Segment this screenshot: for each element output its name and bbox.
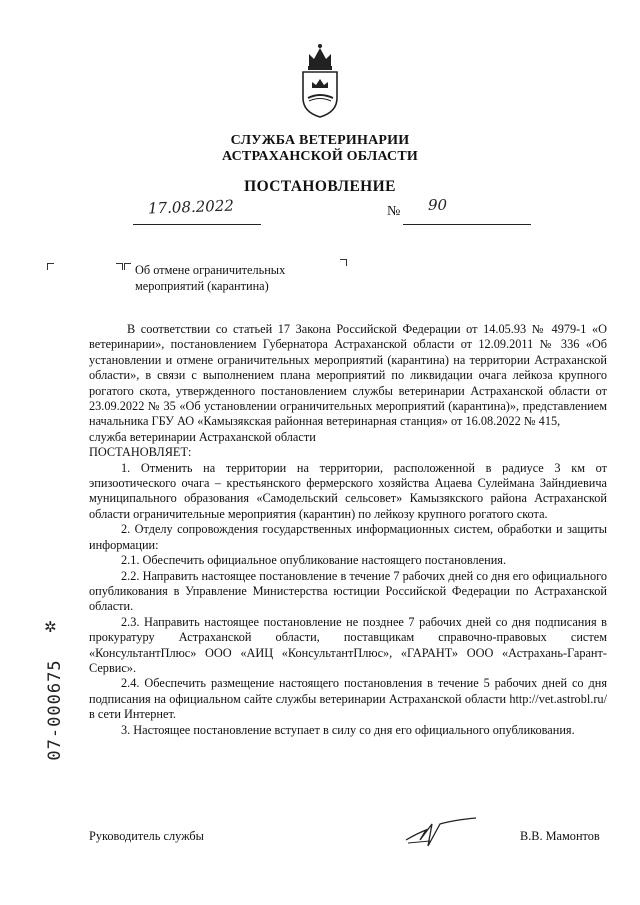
- paragraph-2-4: 2.4. Обеспечить размещение настоящего постановления в течение 5 рабочих дней со дня подписания на официальном сайте службы ветеринарии Астраханской области http://vet.astrobl.ru/ в сети Интернет.: [89, 676, 607, 722]
- agency-line: служба ветеринарии Астраханской области: [89, 429, 316, 444]
- corner-mark: [47, 263, 54, 270]
- paragraph-2-1: 2.1. Обеспечить официальное опубликование настоящего постановления.: [121, 553, 507, 568]
- signer-name: В.В. Мамонтов: [520, 829, 600, 843]
- document-body: [89, 322, 607, 738]
- document-subject: [135, 262, 285, 294]
- corner-mark: [124, 263, 131, 270]
- coat-of-arms-icon: [295, 40, 345, 120]
- signer-role: Руководитель службы: [89, 829, 204, 843]
- paragraph-2-3: 2.3. Направить настоящее постановление не позднее 7 рабочих дней со дня подписания в прокуратуру Астраханской области, поставщикам справочно-правовых систем «КонсультантПлюс» ООО «АИЦ «КонсультантПлюс», «ГАРАНТ» ООО «Астрахань-Гарант-Сервис».: [89, 614, 607, 675]
- signature-image: [402, 810, 482, 850]
- number-underline: [403, 208, 531, 225]
- document-type-title: ПОСТАНОВЛЕНИЕ: [244, 178, 396, 195]
- paragraph-2-2: 2.2. Направить настоящее постановление в течение 7 рабочих дней со дня его официального опубликования в Управление Министерства юстиции Российской Федерации по Астраханской области.: [89, 568, 607, 614]
- corner-mark: [340, 259, 347, 266]
- margin-mark: ✲: [44, 618, 57, 636]
- corner-mark: [116, 263, 123, 270]
- number-sign: №: [387, 204, 401, 219]
- subject-line2: мероприятий (карантина): [135, 279, 269, 293]
- org-name-line1: СЛУЖБА ВЕТЕРИНАРИИ: [230, 133, 410, 148]
- paragraph-3: 3. Настоящее постановление вступает в силу со дня его официального опубликования.: [121, 722, 575, 737]
- paragraph-1: 1. Отменить на территории на территории, расположенной в радиусе 3 км от эпизоотического очага – крестьянского фермерского хозяйства Ацаева Сулеймана Зайндиевича муниципального образования «Самодельский сельсовет» Камызякского района Астраханской области ограничительные мероприятия (карантин) по лейкозу крупного рогатого скота.: [89, 460, 607, 521]
- margin-registration-code: 07-000675: [45, 659, 65, 761]
- document-date: 17.08.2022: [147, 196, 235, 218]
- subject-line1: Об отмене ограничительных: [135, 263, 286, 277]
- decree-heading: ПОСТАНОВЛЯЕТ:: [89, 445, 192, 460]
- document-number: 90: [428, 196, 448, 214]
- intro-paragraph: В соответствии со статьей 17 Закона Российской Федерации от 14.05.93 № 4979-1 «О ветеринарии», постановлением Губернатора Астраханской области от 12.09.2011 № 336 «Об установлении и отмене ограничительных мероприятий (карантина) на территории Астраханской области», в связи с выполнением плана мероприятий по ликвидации очага лейкоза крупного рогатого скота, утвержденного постановлением службы ветеринарии Астраханской области от 23.09.2022 № 35 «Об установлении ограничительных мероприятий (карантина)», представлением начальника ГБУ АО «Камызякская районная ветеринарная станция» от 16.08.2022 № 415,: [89, 322, 607, 429]
- paragraph-2: 2. Отделу сопровождения государственных информационных систем, обработки и защиты информации:: [89, 522, 607, 552]
- org-name-line2: АСТРАХАНСКОЙ ОБЛАСТИ: [221, 149, 418, 164]
